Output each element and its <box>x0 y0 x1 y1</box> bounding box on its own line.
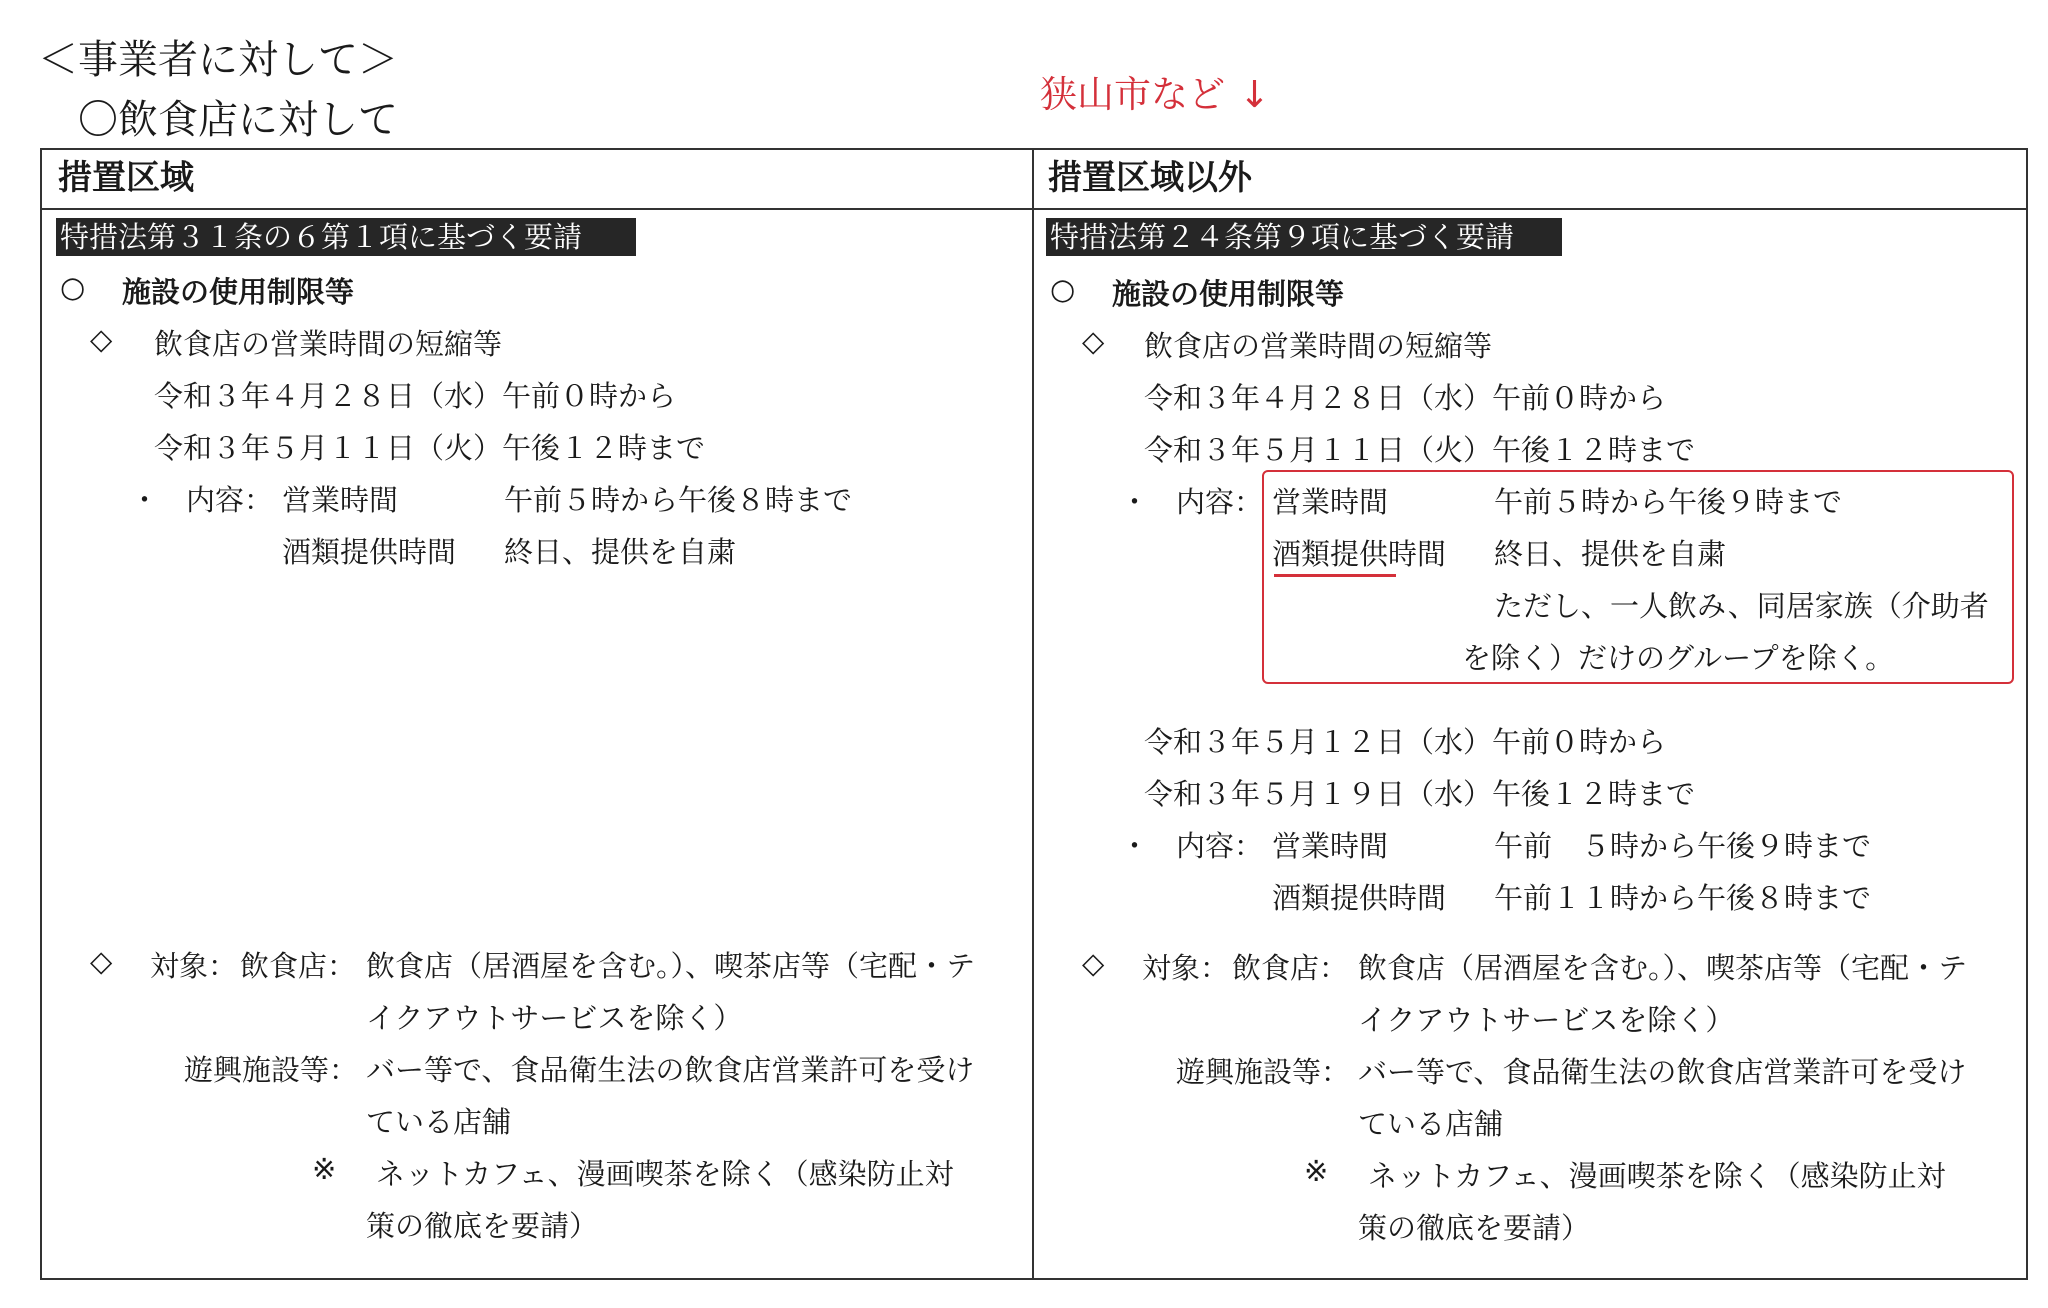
region-note <box>1040 64 1270 118</box>
right-target-restaurant-label: 飲食店： <box>1232 951 1349 985</box>
left-target-amusement-line2: ている店舗 <box>366 1105 512 1139</box>
right-target-note-line1: ネットカフェ、漫画喫茶を除く（感染防止対 <box>1368 1159 1946 1193</box>
right-column-header: 措置区域以外 <box>1048 158 1252 198</box>
right-p2-hours-value: 午前 ５時から午後９時まで <box>1494 829 1872 863</box>
left-alcohol-value: 終日、提供を自粛 <box>504 535 737 569</box>
right-period1-start: 令和３年４月２８日（水）午前０時から <box>1144 381 1667 415</box>
left-diamond-icon: ◇ <box>90 322 113 356</box>
right-target-note-line2: 策の徹底を要請） <box>1358 1211 1591 1245</box>
alcohol-underline <box>1274 574 1396 577</box>
left-period-start: 令和３年４月２８日（水）午前０時から <box>154 379 677 413</box>
right-period2-start: 令和３年５月１２日（水）午前０時から <box>1144 725 1667 759</box>
left-target-note-line1: ネットカフェ、漫画喫茶を除く（感染防止対 <box>376 1157 954 1191</box>
left-target-diamond-icon: ◇ <box>90 944 113 978</box>
right-period1-end: 令和３年５月１１日（火）午後１２時まで <box>1144 433 1696 467</box>
left-target-label: 対象： <box>150 949 238 983</box>
page-subheading: 〇飲食店に対して <box>78 97 398 143</box>
left-content-label: 内容： <box>186 483 274 517</box>
right-legal-banner: 特措法第２４条第９項に基づく要請 <box>1046 218 1562 256</box>
right-p1-hours-label: 営業時間 <box>1272 485 1389 519</box>
right-p1-alcohol-value: 終日、提供を自粛 <box>1494 537 1727 571</box>
right-target-note-mark: ※ <box>1304 1154 1329 1188</box>
left-hours-label: 営業時間 <box>282 483 399 517</box>
left-section-title: 施設の使用制限等 <box>122 275 355 309</box>
left-hours-value: 午前５時から午後８時まで <box>504 483 853 517</box>
right-target-amusement-line2: ている店舗 <box>1358 1107 1504 1141</box>
right-section-bullet: ○ <box>1050 272 1076 306</box>
left-item-title: 飲食店の営業時間の短縮等 <box>154 327 503 361</box>
right-p1-exception-line1: ただし、一人飲み、同居家族（介助者 <box>1494 589 1989 623</box>
left-column-header: 措置区域 <box>58 158 194 198</box>
right-p2-content-bullet: ・ <box>1120 829 1150 863</box>
column-divider <box>1032 148 1034 1280</box>
right-target-restaurant-line1: 飲食店（居酒屋を含む。）、喫茶店等（宅配・テ <box>1358 951 1968 985</box>
left-content-bullet: ・ <box>130 483 160 517</box>
right-p2-hours-label: 営業時間 <box>1272 829 1389 863</box>
right-target-restaurant-line2: イクアウトサービスを除く） <box>1358 1003 1735 1037</box>
right-p2-alcohol-value: 午前１１時から午後８時まで <box>1494 881 1872 915</box>
right-p1-content-label: 内容： <box>1176 485 1264 519</box>
right-target-diamond-icon: ◇ <box>1082 946 1105 980</box>
left-period-end: 令和３年５月１１日（火）午後１２時まで <box>154 431 706 465</box>
left-alcohol-label: 酒類提供時間 <box>282 535 457 569</box>
right-p1-hours-value: 午前５時から午後９時まで <box>1494 485 1843 519</box>
left-legal-banner: 特措法第３１条の６第１項に基づく要請 <box>56 218 636 256</box>
right-p1-content-bullet: ・ <box>1120 485 1150 519</box>
right-p1-alcohol-label: 酒類提供時間 <box>1272 537 1447 571</box>
right-p1-exception-line2: を除く）だけのグループを除く。 <box>1462 641 1895 675</box>
right-p2-content-label: 内容： <box>1176 829 1264 863</box>
right-target-amusement-label: 遊興施設等： <box>1176 1055 1351 1089</box>
measures-table <box>40 148 2028 1280</box>
left-target-amusement-label: 遊興施設等： <box>184 1053 359 1087</box>
left-target-restaurant-line2: イクアウトサービスを除く） <box>366 1001 743 1035</box>
left-target-restaurant-label: 飲食店： <box>240 949 357 983</box>
down-arrow-icon: ↓ <box>1239 73 1271 116</box>
right-diamond-icon: ◇ <box>1082 324 1105 358</box>
left-target-note-mark: ※ <box>312 1152 337 1186</box>
right-target-label: 対象： <box>1142 951 1230 985</box>
region-note-text: 狭山市など <box>1040 73 1225 116</box>
right-item-title: 飲食店の営業時間の短縮等 <box>1144 329 1493 363</box>
left-section-bullet: ○ <box>60 270 86 304</box>
left-target-amusement-line1: バー等で、食品衛生法の飲食店営業許可を受け <box>366 1053 975 1087</box>
left-target-note-line2: 策の徹底を要請） <box>366 1209 599 1243</box>
left-target-restaurant-line1: 飲食店（居酒屋を含む。）、喫茶店等（宅配・テ <box>366 949 976 983</box>
right-period2-end: 令和３年５月１９日（水）午後１２時まで <box>1144 777 1696 811</box>
right-target-amusement-line1: バー等で、食品衛生法の飲食店営業許可を受け <box>1358 1055 1967 1089</box>
right-p2-alcohol-label: 酒類提供時間 <box>1272 881 1447 915</box>
header-divider <box>40 208 2028 210</box>
right-section-title: 施設の使用制限等 <box>1112 277 1345 311</box>
page-heading: ＜事業者に対して＞ <box>38 37 398 83</box>
